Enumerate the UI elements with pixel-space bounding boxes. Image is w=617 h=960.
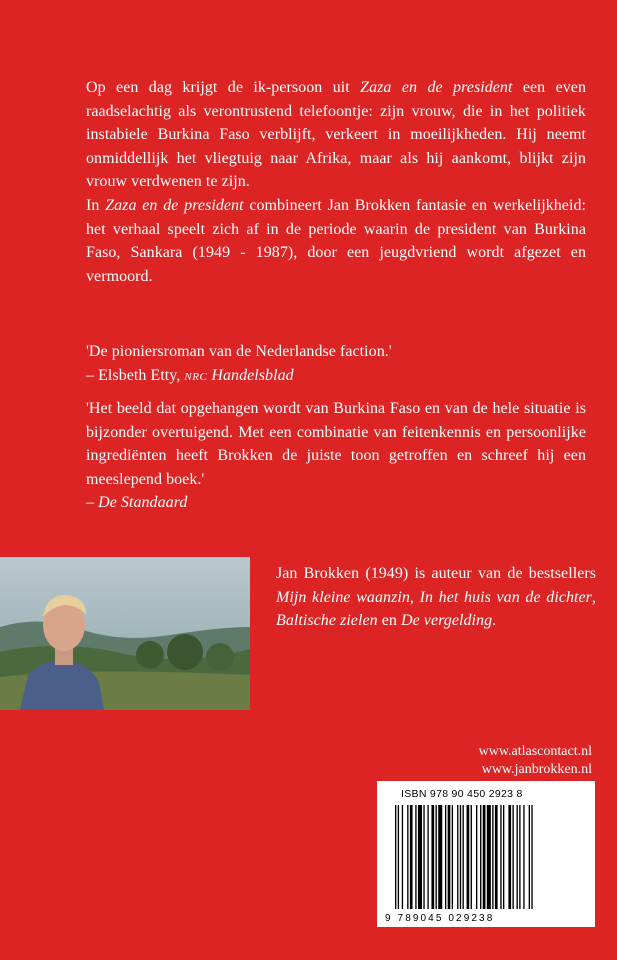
review-quote-standaard: [86, 397, 586, 515]
barcode-bar: [407, 805, 408, 909]
author-bio: Jan Brokken (1949) is auteur van de bestsellers Mijn kleine waanzin, In het huis van de dichter, Baltische zielen en De vergelding.: [276, 565, 597, 630]
book-title: Baltische zielen: [276, 612, 378, 630]
websites: [392, 743, 592, 779]
book-title: Zaza en de president: [105, 196, 244, 214]
barcode-bar: [517, 805, 518, 909]
barcode-bar: [476, 805, 477, 909]
barcode-bar: [519, 805, 520, 909]
barcode-bar: [523, 805, 524, 909]
barcode-bar: [410, 805, 413, 909]
quote-source: – De Standaard: [86, 494, 188, 512]
quote-source: – Elsbeth Etty, NRC Handelsblad: [86, 366, 294, 384]
book-title: Zaza en de president: [360, 79, 513, 96]
synopsis: [86, 76, 586, 288]
isbn-label: ISBN 978 90 450 2923 8: [401, 788, 523, 800]
barcode-bar: [531, 805, 532, 909]
author-photo: [0, 557, 250, 710]
synopsis-paragraph-2: In Zaza en de president combineert Jan Brokken fantasie en werkelijkheid: het verhaal speelt zich af in de periode waarin de president van Burkina Faso, Sankara (1949 - 1987), door een jeugdvriend wordt afgezet en vermoord.: [86, 196, 586, 285]
book-title: In het huis van de dichter: [419, 588, 592, 606]
barcode: [377, 781, 595, 927]
barcode-bar: [500, 805, 501, 909]
barcode-bar: [487, 805, 491, 909]
book-title: De vergelding: [400, 612, 493, 630]
barcode-bar: [398, 805, 399, 909]
author-photo-image: [0, 557, 250, 710]
barcode-bar: [427, 805, 428, 909]
barcode-bar: [483, 805, 486, 909]
review-quote-etty: [86, 340, 586, 389]
barcode-bar: [452, 805, 453, 909]
barcode-bar: [445, 805, 446, 909]
barcode-bar: [512, 805, 513, 909]
barcode-bars: [395, 805, 579, 909]
barcode-bar: [431, 805, 434, 909]
barcode-bar: [402, 805, 403, 909]
barcode-bar: [463, 805, 464, 909]
barcode-bar: [423, 805, 424, 909]
barcode-bar: [492, 805, 493, 909]
author-url: www.janbrokken.nl: [481, 762, 592, 777]
barcode-bar: [436, 805, 437, 909]
barcode-bar: [448, 805, 451, 909]
book-title: Mijn kleine waanzin: [276, 588, 410, 606]
barcode-digits: 9 789045 029238: [385, 913, 495, 924]
barcode-bar: [480, 805, 481, 909]
synopsis-paragraph-1: Op een dag krijgt de ik-persoon uit Zaza en de president een even raadselachtig als verontrustend telefoontje: zijn vrouw, die in het politiek instabiele Burkina Faso verblijft, verkeert in moeilijkheden. Hij neemt onmiddellijk het vliegtuig naar Afrika, maar als hij aankomt, blijkt zijn vrouw verdwenen te zijn.: [86, 79, 587, 191]
publisher-url: www.atlascontact.nl: [478, 744, 592, 759]
barcode-bar: [467, 805, 470, 909]
barcode-bar: [495, 805, 498, 909]
barcode-bar: [503, 805, 504, 909]
barcode-bar: [460, 805, 461, 909]
quote-text: 'De pioniersroman van de Nederlandse faction.': [86, 343, 392, 360]
barcode-bar: [471, 805, 472, 909]
barcode-bar: [529, 805, 530, 909]
barcode-bar: [415, 805, 416, 909]
barcode-bar: [418, 805, 422, 909]
barcode-bar: [438, 805, 442, 909]
barcode-bar: [457, 805, 458, 909]
barcode-bar: [395, 805, 396, 909]
barcode-bar: [508, 805, 511, 909]
quote-text: 'Het beeld dat opgehangen wordt van Burkina Faso en van de hele situatie is bijzonder overtuigend. Met een combinatie van feitenkennis en persoonlijke ingrediënten heeft Brokken de juiste toon getroffen en schreef hij een meeslepend boek.': [86, 400, 586, 488]
